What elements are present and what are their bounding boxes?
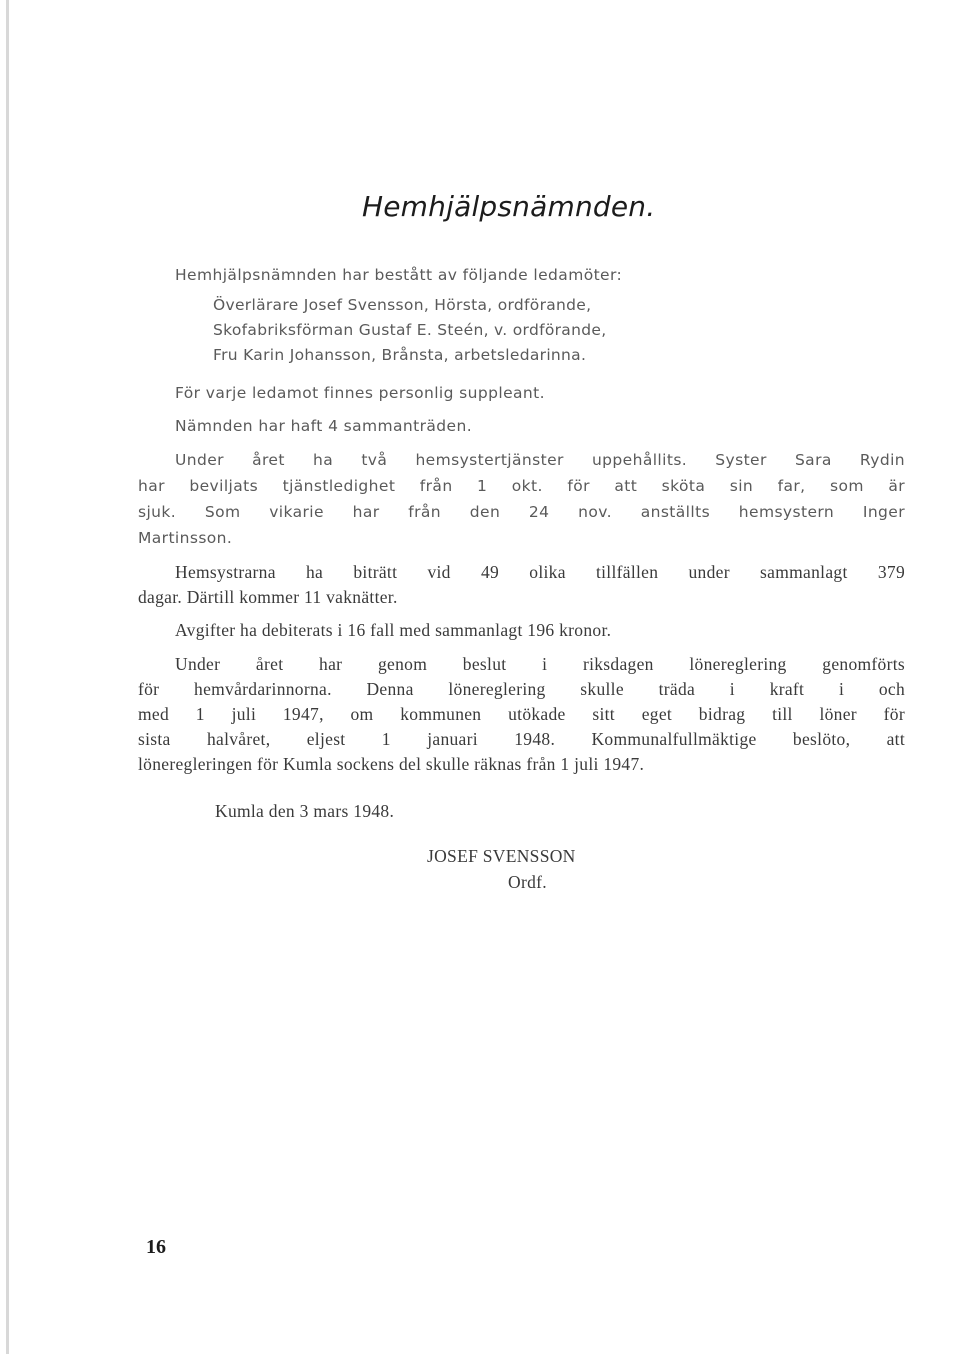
assist-paragraph-line: Hemsystrarna ha biträtt vid 49 olika tillfällen under sammanlagt 379: [175, 562, 905, 582]
place-date: Kumla den 3 mars 1948.: [215, 801, 395, 821]
fees-text: Avgifter ha debiterats i 16 fall med sammanlagt 196 kronor.: [175, 620, 612, 640]
member-work-leader: Fru Karin Johansson, Brånsta, arbetsledarinna.: [213, 346, 587, 364]
member-vice-chairman: Skofabriksförman Gustaf E. Steén, v. ordförande,: [213, 321, 607, 339]
nurses-paragraph-line: har beviljats tjänstledighet från 1 okt. för att sköta sin far, som är: [138, 477, 905, 495]
page-number: 16: [146, 1236, 166, 1258]
signature-name: JOSEF SVENSSON: [427, 846, 576, 866]
nurses-paragraph-line: Under året ha två hemsystertjänster uppehållits. Syster Sara Rydin: [175, 451, 905, 469]
signature-title: Ordf.: [508, 872, 547, 892]
wages-paragraph-line: med 1 juli 1947, om kommunen utökade sitt eget bidrag till löner för: [138, 704, 905, 724]
assist-paragraph-line: dagar. Därtill kommer 11 vaknätter.: [138, 587, 398, 607]
nurses-paragraph-line: Martinsson.: [138, 529, 233, 547]
suppleant-text: För varje ledamot finnes personlig suppleant.: [175, 384, 545, 402]
wages-paragraph-line: Under året har genom beslut i riksdagen lönereglering genomförts: [175, 654, 905, 674]
nurses-paragraph-line: sjuk. Som vikarie har från den 24 nov. anställts hemsystern Inger: [138, 503, 905, 521]
intro-text: Hemhjälpsnämnden har bestått av följande ledamöter:: [175, 266, 623, 284]
wages-paragraph-line: löneregleringen för Kumla sockens del skulle räknas från 1 juli 1947.: [138, 754, 645, 774]
meetings-text: Nämnden har haft 4 sammanträden.: [175, 417, 473, 435]
page-title: Hemhjälpsnämnden.: [362, 190, 656, 223]
wages-paragraph-line: sista halvåret, eljest 1 januari 1948. Kommunalfullmäktige beslöto, att: [138, 729, 905, 749]
wages-paragraph-line: för hemvårdarinnorna. Denna lönereglering skulle träda i kraft i och: [138, 679, 905, 699]
scan-edge-shadow: [6, 0, 9, 1354]
member-chairman: Överlärare Josef Svensson, Hörsta, ordförande,: [213, 296, 592, 314]
